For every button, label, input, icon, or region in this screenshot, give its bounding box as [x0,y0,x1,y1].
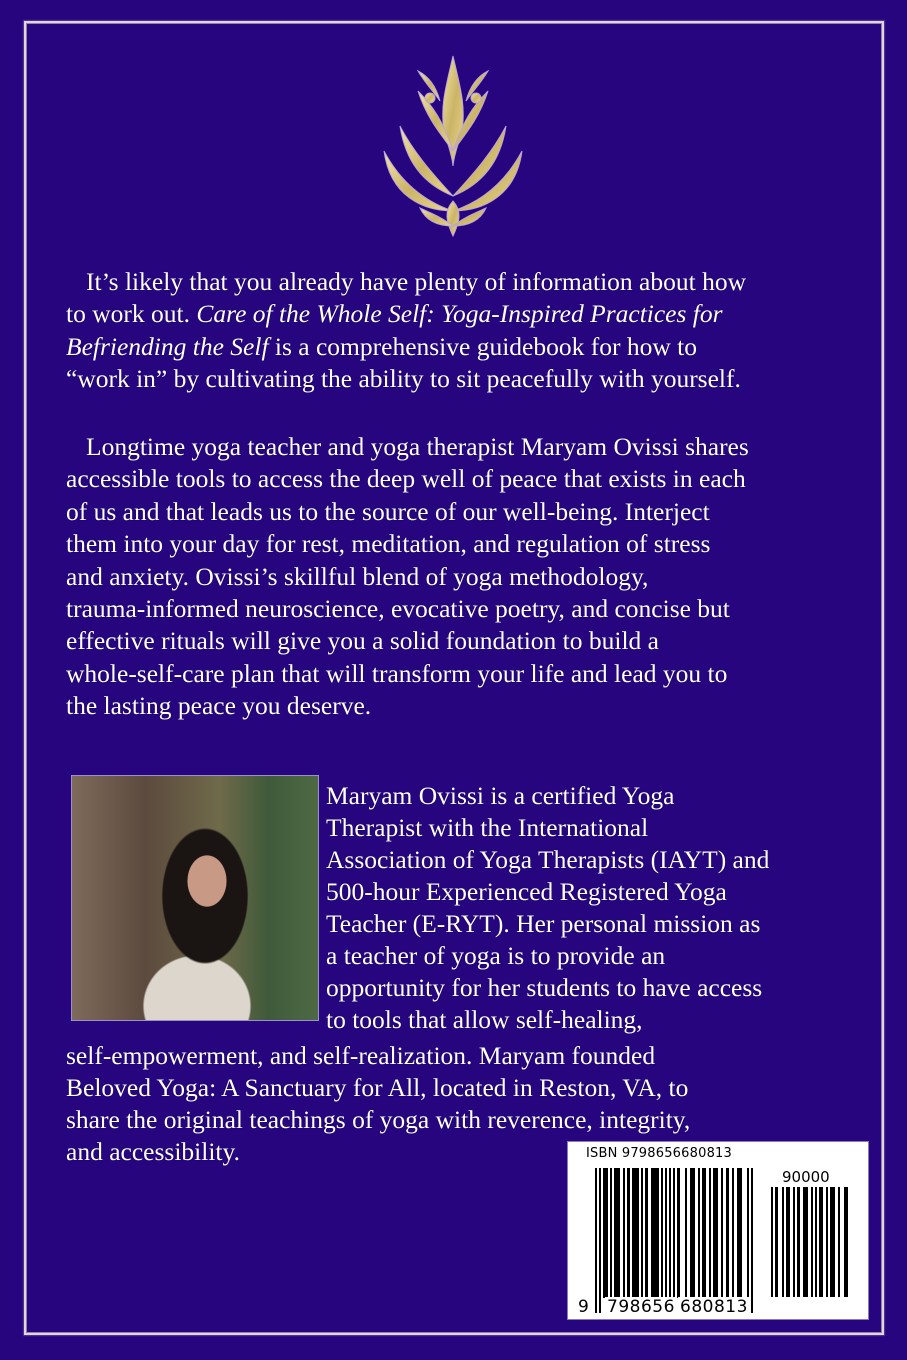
bio-line: Beloved Yoga: A Sanctuary for All, located in Reston, VA, to [66,1073,689,1102]
bio-line: Association of Yoga Therapists (IAYT) and [326,845,770,874]
bio-line: Therapist with the International [326,813,649,842]
author-photo [71,775,319,1021]
blurb-line: of us and that leads us to the source of our well-being. Interject [66,496,710,526]
book-title: Befriending the Self [66,331,269,361]
blurb-line: them into your day for rest, meditation, and regulation of stress [66,529,711,559]
blurb-paragraph-2 [66,431,856,723]
bio-line: self-empowerment, and self-realization. Maryam founded [66,1041,656,1070]
blurb-line: trauma-informed neuroscience, evocative poetry, and concise but [66,594,730,624]
blurb-text: is a comprehensive guidebook for how to [268,331,697,361]
price-code: 90000 [782,1168,830,1186]
bio-line: to tools that allow self-healing, [326,1005,643,1034]
blurb-paragraph-1 [66,266,856,396]
blurb-line: whole-self-care plan that will transform your life and lead you to [66,658,728,688]
blurb-line: and anxiety. Ovissi’s skillful blend of yoga methodology, [66,561,649,591]
bio-line: Teacher (E-RYT). Her personal mission as [326,909,761,938]
isbn-label: ISBN 9798656680813 [586,1146,732,1161]
blurb-line: It’s likely that you already have plenty of information about how [86,267,746,296]
bio-line: Maryam Ovissi is a certified Yoga [326,781,675,810]
addon-barcode-icon [771,1187,851,1297]
blurb-line: “work in” by cultivating the ability to sit peacefully with yourself. [66,364,741,394]
bio-line: share the original teachings of yoga with reverence, integrity, [66,1105,691,1134]
blurb-line [66,298,856,330]
blurb-line: effective rituals will give you a solid foundation to build a [66,626,659,656]
author-bio-side [326,780,866,1036]
barcode-digit-prefix: 9 [578,1297,590,1317]
blurb-line: Longtime yoga teacher and yoga therapist Maryam Ovissi shares [86,432,749,461]
barcode-bars-icon [595,1168,759,1313]
bio-line: a teacher of yoga is to provide an [326,941,666,970]
blurb-text: to work out. [66,299,197,329]
lotus-icon [378,36,528,246]
bio-line: 500-hour Experienced Registered Yoga [326,877,727,906]
blurb-line [66,331,856,363]
isbn-barcode [567,1141,869,1320]
blurb-line: accessible tools to access the deep well of peace that exists in each [66,464,746,494]
book-title: Care of the Whole Self: Yoga-Inspired Practices for [196,299,723,329]
bio-line: and accessibility. [66,1137,240,1166]
bio-line: opportunity for her students to have access [326,973,763,1002]
blurb-line: the lasting peace you deserve. [66,691,372,721]
barcode-digits-right: 680813 [680,1297,748,1317]
barcode-digits-left: 798656 [607,1297,675,1317]
